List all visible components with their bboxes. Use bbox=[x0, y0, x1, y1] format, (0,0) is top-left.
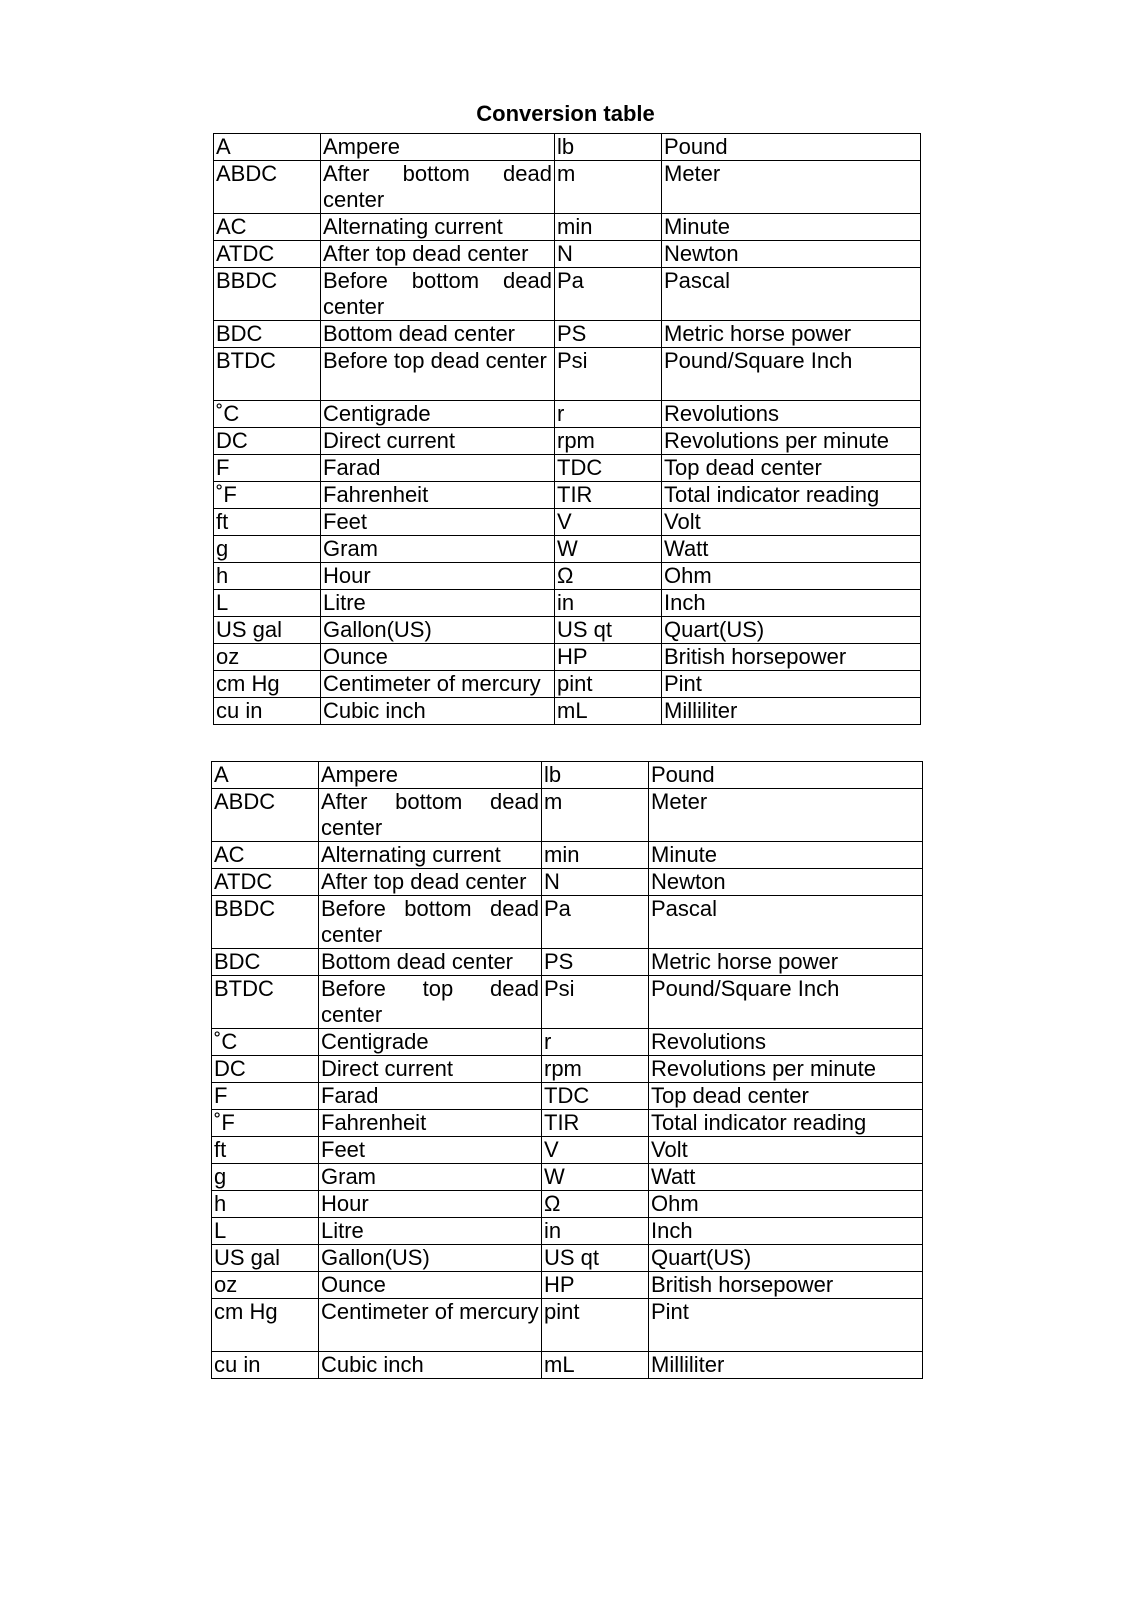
abbreviation-cell: ft bbox=[212, 1137, 319, 1164]
abbreviation-cell: pint bbox=[555, 671, 662, 698]
meaning-cell: Feet bbox=[321, 509, 555, 536]
meaning-cell: Quart(US) bbox=[662, 617, 921, 644]
abbreviation-cell: N bbox=[555, 241, 662, 268]
meaning-cell: Pint bbox=[649, 1299, 923, 1352]
abbreviation-cell: L bbox=[212, 1218, 319, 1245]
meaning-cell: Inch bbox=[662, 590, 921, 617]
abbreviation-cell: W bbox=[542, 1164, 649, 1191]
abbreviation-cell: oz bbox=[214, 644, 321, 671]
abbreviation-cell: cu in bbox=[214, 698, 321, 725]
abbreviation-cell: cm Hg bbox=[212, 1299, 319, 1352]
meaning-cell: Newton bbox=[649, 869, 923, 896]
meaning-cell: Litre bbox=[319, 1218, 542, 1245]
meaning-cell: Ohm bbox=[662, 563, 921, 590]
meaning-cell: Minute bbox=[649, 842, 923, 869]
abbreviation-cell: L bbox=[214, 590, 321, 617]
table-row bbox=[214, 321, 921, 348]
abbreviation-cell: BTDC bbox=[214, 348, 321, 401]
table-row bbox=[214, 590, 921, 617]
table-row bbox=[212, 1137, 923, 1164]
meaning-cell: Pound bbox=[662, 134, 921, 161]
table-row bbox=[214, 161, 921, 214]
abbreviation-cell: US qt bbox=[542, 1245, 649, 1272]
abbreviation-cell: TDC bbox=[542, 1083, 649, 1110]
abbreviation-cell: AC bbox=[212, 842, 319, 869]
meaning-cell: Cubic inch bbox=[319, 1352, 542, 1379]
table-row bbox=[212, 1056, 923, 1083]
abbreviation-cell: pint bbox=[542, 1299, 649, 1352]
meaning-cell: Milliliter bbox=[662, 698, 921, 725]
meaning-cell: Gallon(US) bbox=[319, 1245, 542, 1272]
abbreviation-cell: ft bbox=[214, 509, 321, 536]
abbreviation-cell: ATDC bbox=[214, 241, 321, 268]
meaning-cell: Before top dead center bbox=[319, 976, 542, 1029]
meaning-cell: Farad bbox=[319, 1083, 542, 1110]
page-title: Conversion table bbox=[476, 101, 655, 126]
abbreviation-cell: A bbox=[214, 134, 321, 161]
table-row bbox=[212, 1245, 923, 1272]
meaning-cell: Centigrade bbox=[321, 401, 555, 428]
abbreviation-cell: mL bbox=[542, 1352, 649, 1379]
abbreviation-cell: HP bbox=[542, 1272, 649, 1299]
meaning-cell: Ounce bbox=[321, 644, 555, 671]
meaning-cell: Cubic inch bbox=[321, 698, 555, 725]
abbreviation-cell: Psi bbox=[542, 976, 649, 1029]
table-row bbox=[212, 1191, 923, 1218]
table-row bbox=[214, 563, 921, 590]
table-row bbox=[212, 1218, 923, 1245]
meaning-cell: Pascal bbox=[662, 268, 921, 321]
meaning-cell: Direct current bbox=[321, 428, 555, 455]
abbreviation-cell: mL bbox=[555, 698, 662, 725]
meaning-cell: Revolutions per minute bbox=[649, 1056, 923, 1083]
meaning-cell: Ampere bbox=[319, 762, 542, 789]
meaning-cell: Gram bbox=[321, 536, 555, 563]
meaning-cell: Total indicator reading bbox=[649, 1110, 923, 1137]
table-row bbox=[212, 1352, 923, 1379]
table-row bbox=[214, 482, 921, 509]
abbreviation-cell: ABDC bbox=[212, 789, 319, 842]
table-row bbox=[212, 1029, 923, 1056]
table-row bbox=[214, 348, 921, 401]
abbreviation-cell: ATDC bbox=[212, 869, 319, 896]
abbreviation-cell: BDC bbox=[214, 321, 321, 348]
table-row bbox=[212, 949, 923, 976]
meaning-cell: Alternating current bbox=[321, 214, 555, 241]
abbreviation-cell: min bbox=[542, 842, 649, 869]
meaning-cell: Gallon(US) bbox=[321, 617, 555, 644]
meaning-cell: Revolutions bbox=[649, 1029, 923, 1056]
abbreviation-cell: BDC bbox=[212, 949, 319, 976]
abbreviation-cell: rpm bbox=[555, 428, 662, 455]
meaning-cell: Fahrenheit bbox=[321, 482, 555, 509]
meaning-cell: Metric horse power bbox=[662, 321, 921, 348]
abbreviation-cell: Ω bbox=[542, 1191, 649, 1218]
meaning-cell: Pint bbox=[662, 671, 921, 698]
table-row bbox=[214, 536, 921, 563]
meaning-cell: Hour bbox=[321, 563, 555, 590]
abbreviation-cell: r bbox=[555, 401, 662, 428]
meaning-cell: Ampere bbox=[321, 134, 555, 161]
abbreviation-cell: ˚C bbox=[214, 401, 321, 428]
abbreviation-cell: PS bbox=[555, 321, 662, 348]
abbreviation-cell: ˚F bbox=[212, 1110, 319, 1137]
meaning-cell: Ounce bbox=[319, 1272, 542, 1299]
meaning-cell: Watt bbox=[662, 536, 921, 563]
abbreviation-cell: F bbox=[214, 455, 321, 482]
abbreviation-cell: ABDC bbox=[214, 161, 321, 214]
table-row bbox=[212, 1110, 923, 1137]
meaning-cell: After bottom dead center bbox=[321, 161, 555, 214]
abbreviation-cell: Pa bbox=[555, 268, 662, 321]
meaning-cell: Meter bbox=[662, 161, 921, 214]
meaning-cell: Volt bbox=[662, 509, 921, 536]
meaning-cell: Fahrenheit bbox=[319, 1110, 542, 1137]
table-row bbox=[212, 1299, 923, 1352]
meaning-cell: Feet bbox=[319, 1137, 542, 1164]
abbreviation-cell: Psi bbox=[555, 348, 662, 401]
meaning-cell: Top dead center bbox=[662, 455, 921, 482]
meaning-cell: Newton bbox=[662, 241, 921, 268]
abbreviation-cell: TDC bbox=[555, 455, 662, 482]
table-row bbox=[214, 241, 921, 268]
abbreviation-cell: lb bbox=[555, 134, 662, 161]
meaning-cell: Pascal bbox=[649, 896, 923, 949]
abbreviation-cell: V bbox=[555, 509, 662, 536]
abbreviation-cell: AC bbox=[214, 214, 321, 241]
table-row bbox=[212, 869, 923, 896]
table-row bbox=[214, 455, 921, 482]
abbreviation-cell: cm Hg bbox=[214, 671, 321, 698]
table-row bbox=[212, 1083, 923, 1110]
table-row bbox=[214, 214, 921, 241]
meaning-cell: Farad bbox=[321, 455, 555, 482]
meaning-cell: Watt bbox=[649, 1164, 923, 1191]
table-row bbox=[214, 671, 921, 698]
conversion-table-2 bbox=[211, 761, 923, 1379]
abbreviation-cell: F bbox=[212, 1083, 319, 1110]
abbreviation-cell: rpm bbox=[542, 1056, 649, 1083]
abbreviation-cell: cu in bbox=[212, 1352, 319, 1379]
table-row bbox=[212, 789, 923, 842]
meaning-cell: Centimeter of mercury bbox=[319, 1299, 542, 1352]
abbreviation-cell: DC bbox=[214, 428, 321, 455]
meaning-cell: Before bottom dead center bbox=[321, 268, 555, 321]
meaning-cell: British horsepower bbox=[649, 1272, 923, 1299]
meaning-cell: After top dead center bbox=[321, 241, 555, 268]
abbreviation-cell: h bbox=[214, 563, 321, 590]
abbreviation-cell: BBDC bbox=[214, 268, 321, 321]
abbreviation-cell: BBDC bbox=[212, 896, 319, 949]
meaning-cell: Top dead center bbox=[649, 1083, 923, 1110]
meaning-cell: Minute bbox=[662, 214, 921, 241]
meaning-cell: Before bottom dead center bbox=[319, 896, 542, 949]
meaning-cell: Meter bbox=[649, 789, 923, 842]
conversion-table-1 bbox=[213, 133, 921, 725]
meaning-cell: After bottom dead center bbox=[319, 789, 542, 842]
meaning-cell: Metric horse power bbox=[649, 949, 923, 976]
abbreviation-cell: N bbox=[542, 869, 649, 896]
meaning-cell: Bottom dead center bbox=[319, 949, 542, 976]
meaning-cell: Total indicator reading bbox=[662, 482, 921, 509]
meaning-cell: Ohm bbox=[649, 1191, 923, 1218]
table-row bbox=[212, 1272, 923, 1299]
meaning-cell: Bottom dead center bbox=[321, 321, 555, 348]
table-row bbox=[214, 428, 921, 455]
meaning-cell: Gram bbox=[319, 1164, 542, 1191]
meaning-cell: Hour bbox=[319, 1191, 542, 1218]
meaning-cell: Before top dead center bbox=[321, 348, 555, 401]
abbreviation-cell: US qt bbox=[555, 617, 662, 644]
abbreviation-cell: A bbox=[212, 762, 319, 789]
meaning-cell: Milliliter bbox=[649, 1352, 923, 1379]
table-row bbox=[214, 617, 921, 644]
abbreviation-cell: PS bbox=[542, 949, 649, 976]
meaning-cell: Litre bbox=[321, 590, 555, 617]
table-row bbox=[214, 268, 921, 321]
abbreviation-cell: ˚C bbox=[212, 1029, 319, 1056]
meaning-cell: Centigrade bbox=[319, 1029, 542, 1056]
abbreviation-cell: m bbox=[555, 161, 662, 214]
meaning-cell: Pound bbox=[649, 762, 923, 789]
meaning-cell: Revolutions bbox=[662, 401, 921, 428]
meaning-cell: British horsepower bbox=[662, 644, 921, 671]
abbreviation-cell: US gal bbox=[214, 617, 321, 644]
abbreviation-cell: in bbox=[555, 590, 662, 617]
table-row bbox=[214, 134, 921, 161]
meaning-cell: Alternating current bbox=[319, 842, 542, 869]
abbreviation-cell: W bbox=[555, 536, 662, 563]
abbreviation-cell: Ω bbox=[555, 563, 662, 590]
table-row bbox=[212, 1164, 923, 1191]
meaning-cell: Volt bbox=[649, 1137, 923, 1164]
table-row bbox=[214, 698, 921, 725]
meaning-cell: Pound/Square Inch bbox=[662, 348, 921, 401]
abbreviation-cell: Pa bbox=[542, 896, 649, 949]
meaning-cell: Centimeter of mercury bbox=[321, 671, 555, 698]
meaning-cell: Pound/Square Inch bbox=[649, 976, 923, 1029]
abbreviation-cell: min bbox=[555, 214, 662, 241]
abbreviation-cell: V bbox=[542, 1137, 649, 1164]
abbreviation-cell: BTDC bbox=[212, 976, 319, 1029]
abbreviation-cell: g bbox=[214, 536, 321, 563]
abbreviation-cell: TIR bbox=[555, 482, 662, 509]
abbreviation-cell: in bbox=[542, 1218, 649, 1245]
meaning-cell: Direct current bbox=[319, 1056, 542, 1083]
table-row bbox=[212, 896, 923, 949]
abbreviation-cell: h bbox=[212, 1191, 319, 1218]
abbreviation-cell: r bbox=[542, 1029, 649, 1056]
abbreviation-cell: ˚F bbox=[214, 482, 321, 509]
abbreviation-cell: oz bbox=[212, 1272, 319, 1299]
table-row bbox=[212, 976, 923, 1029]
abbreviation-cell: DC bbox=[212, 1056, 319, 1083]
abbreviation-cell: g bbox=[212, 1164, 319, 1191]
meaning-cell: Quart(US) bbox=[649, 1245, 923, 1272]
abbreviation-cell: TIR bbox=[542, 1110, 649, 1137]
meaning-cell: Inch bbox=[649, 1218, 923, 1245]
abbreviation-cell: m bbox=[542, 789, 649, 842]
meaning-cell: After top dead center bbox=[319, 869, 542, 896]
table-row bbox=[212, 762, 923, 789]
abbreviation-cell: US gal bbox=[212, 1245, 319, 1272]
table-row bbox=[214, 401, 921, 428]
meaning-cell: Revolutions per minute bbox=[662, 428, 921, 455]
table-row bbox=[212, 842, 923, 869]
table-row bbox=[214, 644, 921, 671]
table-row bbox=[214, 509, 921, 536]
abbreviation-cell: HP bbox=[555, 644, 662, 671]
abbreviation-cell: lb bbox=[542, 762, 649, 789]
